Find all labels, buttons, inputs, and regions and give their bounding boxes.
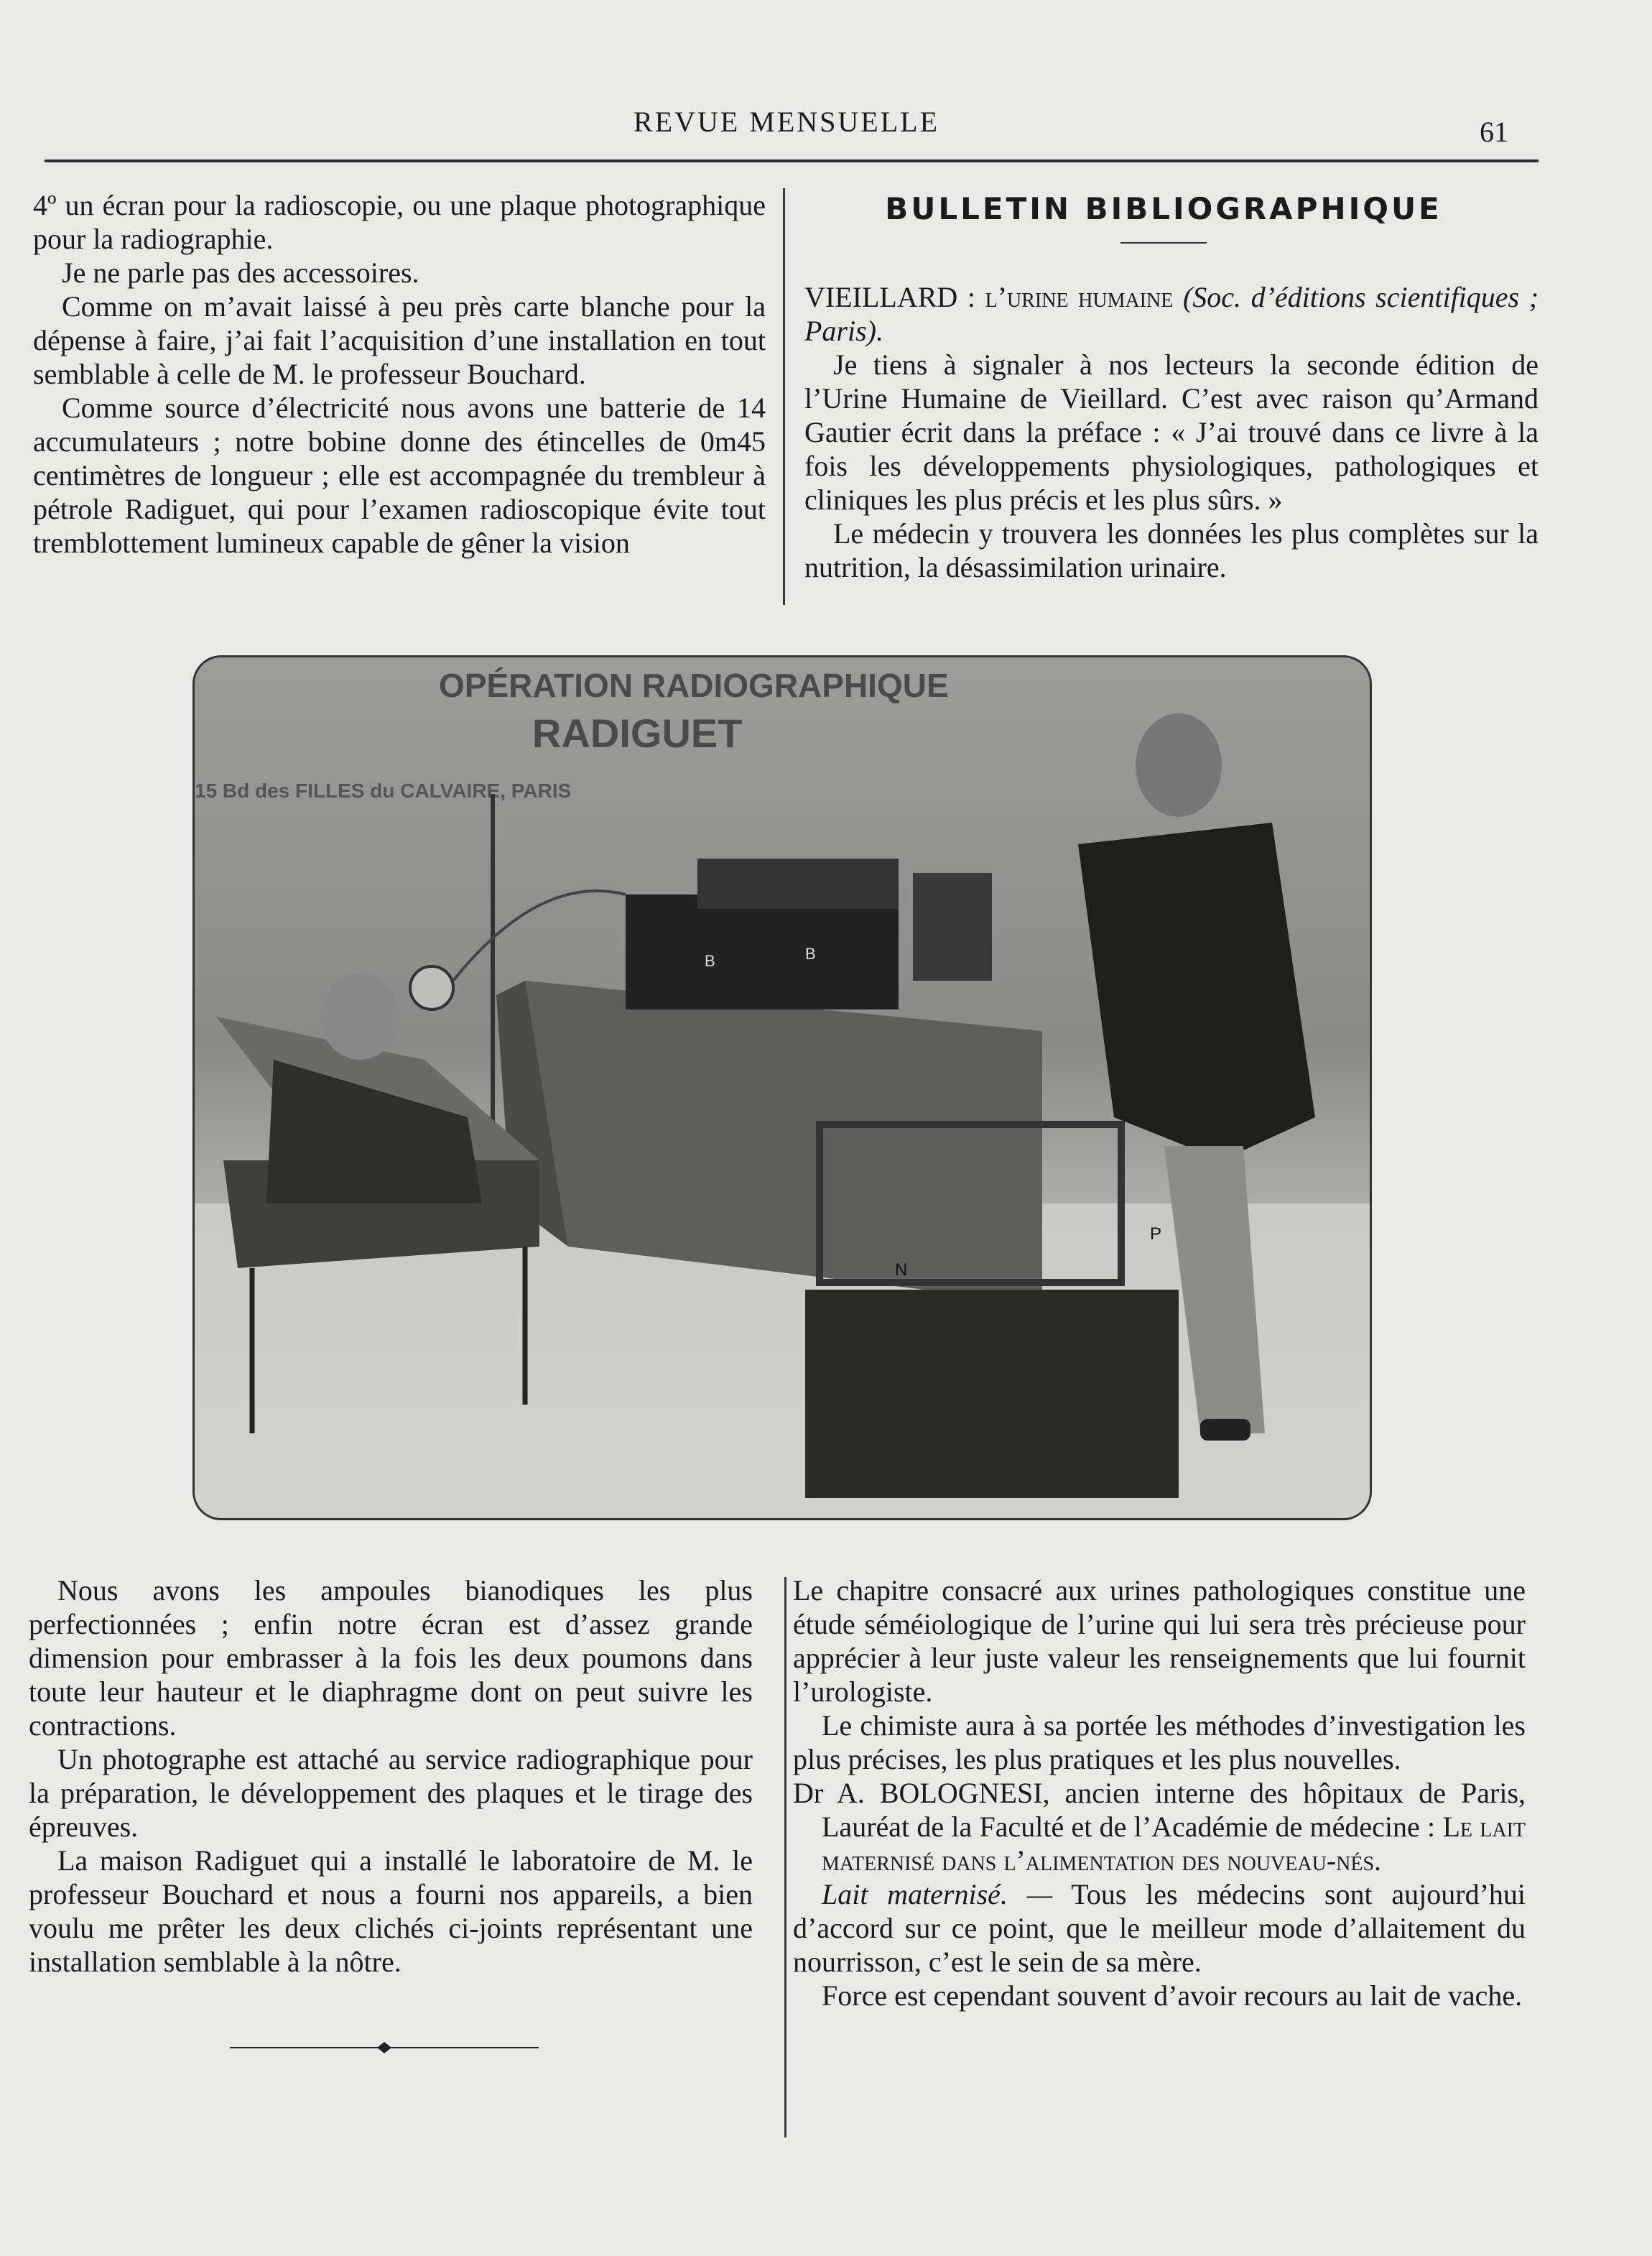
coil-label-b1: B <box>705 952 715 970</box>
paragraph <box>793 1877 1526 1979</box>
radiography-photograph <box>192 655 1372 1520</box>
sign-line-3: 15 Bd des FILLES du CALVAIRE, PARIS <box>195 780 572 802</box>
entry-title: Le lait maternisé dans l’alimentation des nouveau-nés. <box>822 1811 1526 1877</box>
section-lead: Lait maternisé. — <box>822 1878 1053 1910</box>
entry-author: VIEILLARD : <box>804 281 975 313</box>
right-column-bottom <box>793 1573 1526 2012</box>
left-column-top <box>33 188 766 560</box>
paragraph: 4º un écran pour la radioscopie, ou une plaque photographique pour la radiographie. <box>33 189 766 255</box>
sign-line-1: OPÉRATION RADIOGRAPHIQUE <box>439 667 949 704</box>
entry-publisher: (Soc. d’éditions scientifiques ; Paris). <box>804 281 1539 347</box>
header-rule <box>45 160 1539 162</box>
paragraph: Le chimiste aura à sa portée les méthodes d’investigation les plus précises, les plus pratiques et les plus nouvelles. <box>793 1709 1526 1775</box>
bulletin-heading: BULLETIN BIBLIOGRAPHIQUE <box>885 191 1442 226</box>
entry-author: Dr A. BOLOGNESI, <box>793 1777 1050 1809</box>
paragraph: Le médecin y trouvera les données les plus complètes sur la nutrition, la désassimilation urinaire. <box>804 517 1539 583</box>
paragraph: Comme on m’avait laissé à peu près carte blanche pour la dépense à faire, j’ai fait l’acquisition d’une installation en tout semblable à celle de M. le professeur Bouchard. <box>33 290 766 390</box>
battery-label-n: N <box>895 1260 908 1280</box>
paragraph: Comme source d’électricité nous avons une batterie de 14 accumulateurs ; notre bobine donne des étincelles de 0m45 centimètres de longueur ; elle est accompagnée du trembleur à pétrole Radiguet, qui pour l’examen radioscopique évite tout tremblottement lumineux capable de gêner la vision <box>33 392 766 559</box>
page-number: 61 <box>1480 116 1508 148</box>
paragraph: Je ne parle pas des accessoires. <box>62 256 419 289</box>
right-column-top <box>804 280 1539 584</box>
paragraph: Force est cependant souvent d’avoir recours au lait de vache. <box>822 1979 1523 2012</box>
coil-label-b2: B <box>805 945 816 963</box>
running-title: REVUE MENSUELLE <box>633 106 940 138</box>
bibliography-entry <box>793 1776 1526 1877</box>
entry-title: l’urine humaine <box>985 281 1174 313</box>
end-ornament <box>230 2040 539 2055</box>
entry-description: ancien interne des hôpitaux de Paris, Lauréat de la Faculté et de l’Académie de médecine : <box>822 1777 1526 1843</box>
battery-label-p: P <box>1150 1224 1162 1244</box>
paragraph: Je tiens à signaler à nos lecteurs la seconde édition de l’Urine Humaine de Vieillard. C’est avec raison qu’Armand Gautier écrit dans la préface : « J’ai trouvé dans ce livre à la fois les développements physiologiques, pathologiques et cliniques les plus précis et les plus sûrs. » <box>804 348 1539 516</box>
column-divider <box>784 1577 786 2137</box>
heading-separator <box>1120 242 1207 244</box>
column-divider <box>783 188 785 605</box>
paragraph: Un photographe est attaché au service radiographique pour la préparation, le développement des plaques et le tirage des épreuves. <box>29 1743 753 1843</box>
paragraph-text: Tous les médecins sont aujourd’hui d’accord sur ce point, que le meilleur mode d’allaitement du nourrisson, c’est le sein de sa mère. <box>793 1878 1526 1978</box>
paragraph: Nous avons les ampoules bianodiques les plus perfectionnées ; enfin notre écran est d’assez grande dimension pour embrasser à la fois les deux poumons dans toute leur hauteur et le diaphragme dont on peut suivre les contractions. <box>29 1574 753 1742</box>
paragraph: Le chapitre consacré aux urines pathologiques constitue une étude séméiologique de l’urine qui lui sera très précieuse pour apprécier à leur juste valeur les renseignements que lui fournit l’urologiste. <box>793 1574 1526 1708</box>
left-column-bottom <box>29 1573 753 1979</box>
photo-illustration <box>195 657 1370 1518</box>
bibliography-entry <box>804 280 1539 348</box>
paragraph: La maison Radiguet qui a installé le laboratoire de M. le professeur Bouchard et nous a fourni nos appareils, a bien voulu me prêter les deux clichés ci-joints représentant une installation semblable à la nôtre. <box>29 1844 753 1978</box>
sign-line-2: RADIGUET <box>532 711 743 756</box>
